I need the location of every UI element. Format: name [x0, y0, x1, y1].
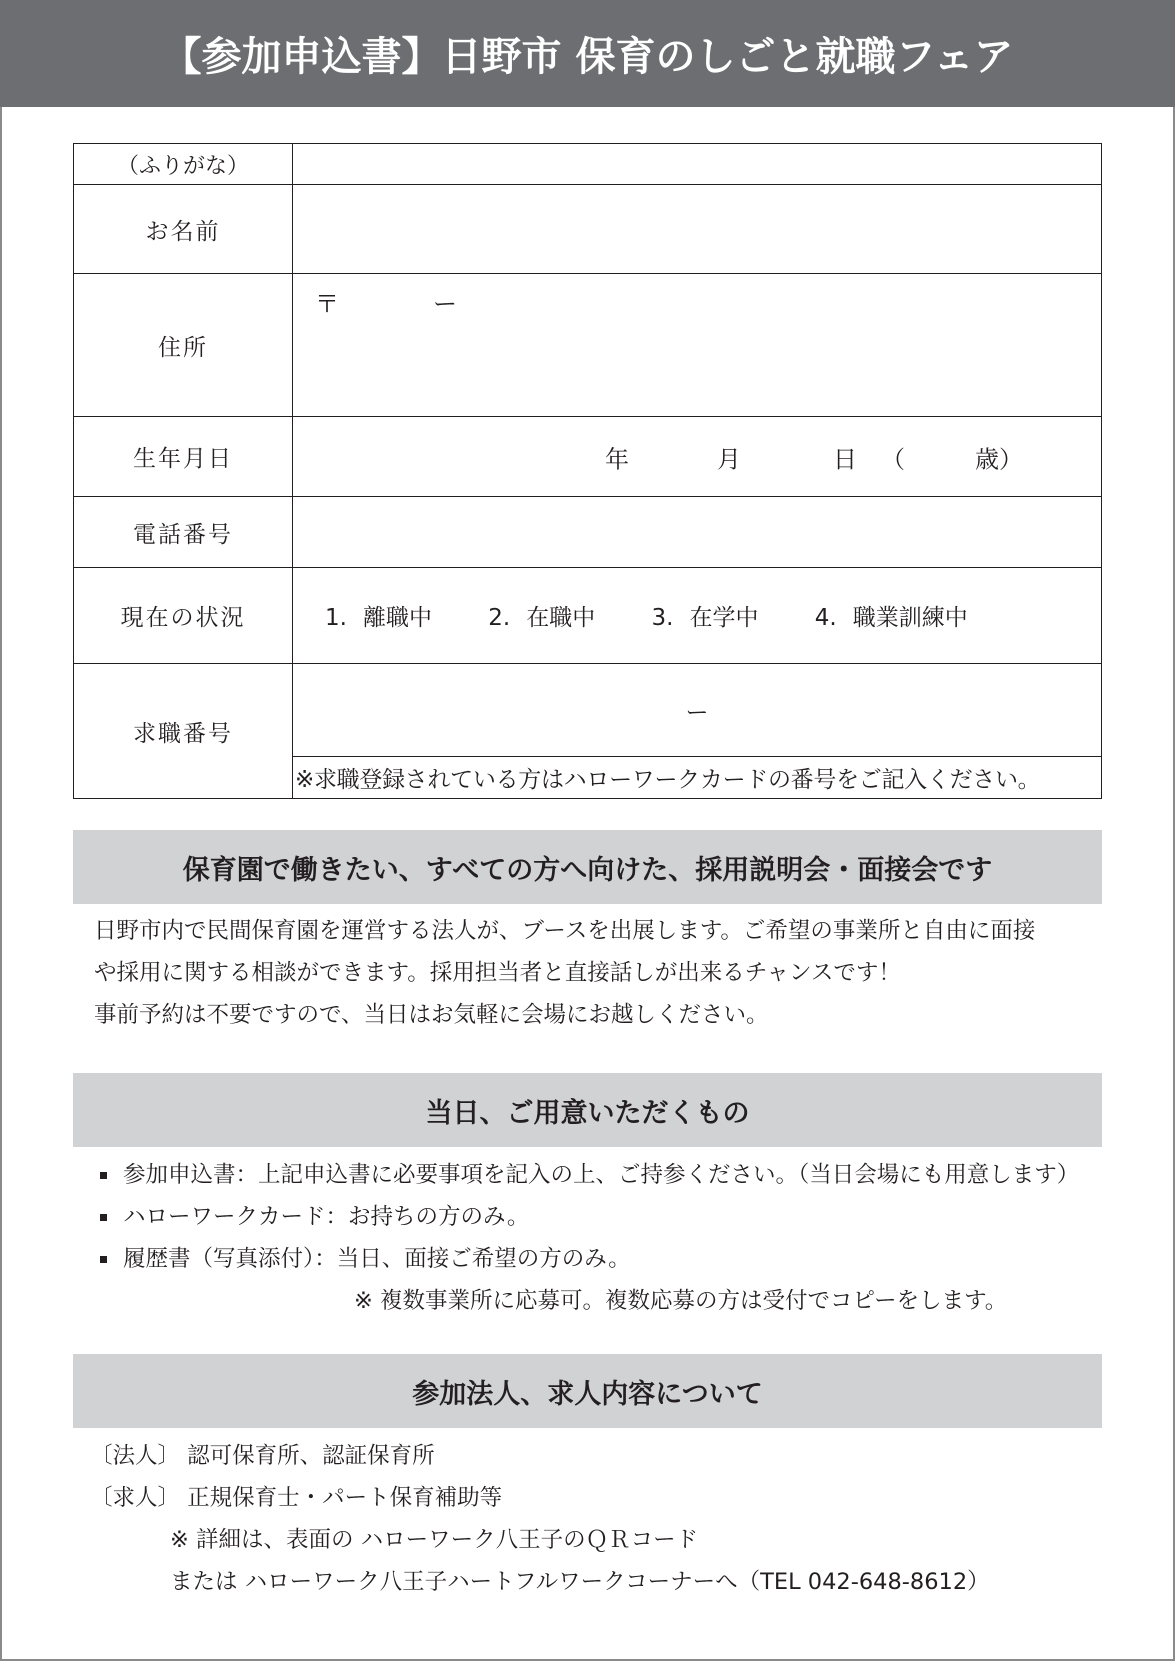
status-label: 現在の状況	[74, 568, 293, 664]
intro-line: 事前予約は不要ですので、当日はお気軽に会場にお越しください。	[94, 1002, 769, 1028]
name-label: お名前	[74, 185, 293, 274]
bullet-square-icon	[100, 1256, 107, 1263]
phone-field[interactable]	[293, 497, 1102, 568]
section-heading-corporations	[73, 1354, 1102, 1428]
address-field[interactable]	[293, 274, 1102, 417]
form-row-phone	[74, 497, 1102, 568]
address-label: 住所	[74, 274, 293, 417]
intro-line: 日野市内で民間保育園を運営する法人が、ブースを出展します。ご希望の事業所と自由に面接	[94, 918, 1036, 944]
postal-dash: ー	[433, 290, 457, 318]
birth-month-unit: 月	[717, 445, 741, 473]
job-number-field[interactable]	[293, 664, 1102, 757]
bullet-square-icon	[100, 1172, 107, 1179]
status-option-number: 2.	[488, 605, 511, 631]
age-unit: 歳）	[975, 445, 1023, 473]
status-option[interactable]	[325, 599, 432, 632]
list-item	[100, 1196, 1079, 1238]
phone-label: 電話番号	[74, 497, 293, 568]
contact-info: または ハローワーク八王子ハートフルワークコーナーへ（TEL 042-648-8612）	[170, 1569, 990, 1595]
status-option[interactable]	[815, 599, 968, 632]
job-types: 〔求人〕 正規保育士・パート保育補助等	[90, 1485, 503, 1511]
birth-day-unit: 日	[833, 445, 857, 473]
section-heading-bring	[73, 1073, 1102, 1147]
name-field[interactable]	[293, 185, 1102, 274]
birthdate-field[interactable]	[293, 417, 1102, 497]
status-option-text: 職業訓練中	[852, 605, 968, 631]
form-row-birthdate	[74, 417, 1102, 497]
section-heading-text: 参加法人、求人内容について	[412, 1378, 763, 1410]
form-row-address	[74, 274, 1102, 417]
corporations-info	[90, 1435, 990, 1603]
status-options	[293, 568, 1102, 664]
form-row-status	[74, 568, 1102, 664]
furigana-label: （ふりがな）	[74, 144, 293, 185]
page-title: 【参加申込書】日野市 保育のしごと就職フェア	[161, 34, 1014, 80]
form-row-name	[74, 185, 1102, 274]
detail-note: ※ 詳細は、表面の ハローワーク八王子のＱＲコード	[170, 1527, 699, 1553]
status-option-text: 在学中	[689, 605, 759, 631]
status-option[interactable]	[652, 599, 759, 632]
list-item-text: 履歴書（写真添付）：当日、面接ご希望の方のみ。	[123, 1246, 631, 1272]
intro-paragraph	[94, 910, 1035, 1036]
list-item	[100, 1238, 1079, 1280]
status-option-number: 3.	[651, 605, 674, 631]
list-item	[100, 1154, 1079, 1196]
list-item-text: 参加申込書：上記申込書に必要事項を記入の上、ご持参ください。（当日会場にも用意します）	[123, 1162, 1080, 1188]
status-option-text: 在職中	[526, 605, 596, 631]
postal-mark-icon: 〒	[315, 290, 339, 318]
status-option[interactable]	[488, 599, 595, 632]
birth-year-unit: 年	[605, 445, 629, 473]
bullet-square-icon	[100, 1214, 107, 1221]
intro-line: や採用に関する相談ができます。採用担当者と直接話しが出来るチャンスです！	[94, 960, 901, 986]
section-heading-text: 保育園で働きたい、すべての方へ向けた、採用説明会・面接会です	[182, 854, 993, 886]
status-option-number: 1.	[325, 605, 347, 631]
application-form	[73, 143, 1102, 799]
bring-note: ※ 複数事業所に応募可。複数応募の方は受付でコピーをします。	[354, 1288, 1008, 1314]
corporation-types: 〔法人〕 認可保育所、認証保育所	[90, 1443, 435, 1469]
status-option-number: 4.	[814, 605, 837, 631]
form-row-job-number	[74, 664, 1102, 757]
section-heading-text: 当日、ご用意いただくもの	[425, 1097, 750, 1129]
status-option-text: 離職中	[362, 605, 432, 631]
job-number-note: ※求職登録されている方はハローワークカードの番号をご記入ください。	[293, 757, 1102, 799]
job-number-label: 求職番号	[74, 664, 293, 799]
furigana-field[interactable]	[293, 144, 1102, 185]
job-number-dash: ー	[685, 699, 709, 726]
birthdate-label: 生年月日	[74, 417, 293, 497]
title-bar	[0, 0, 1175, 107]
list-item-text: ハローワークカード：お持ちの方のみ。	[123, 1204, 530, 1230]
section-heading-intro	[73, 830, 1102, 904]
bring-list	[100, 1154, 1079, 1322]
form-row-furigana	[74, 144, 1102, 185]
age-open-paren: （	[881, 445, 905, 473]
